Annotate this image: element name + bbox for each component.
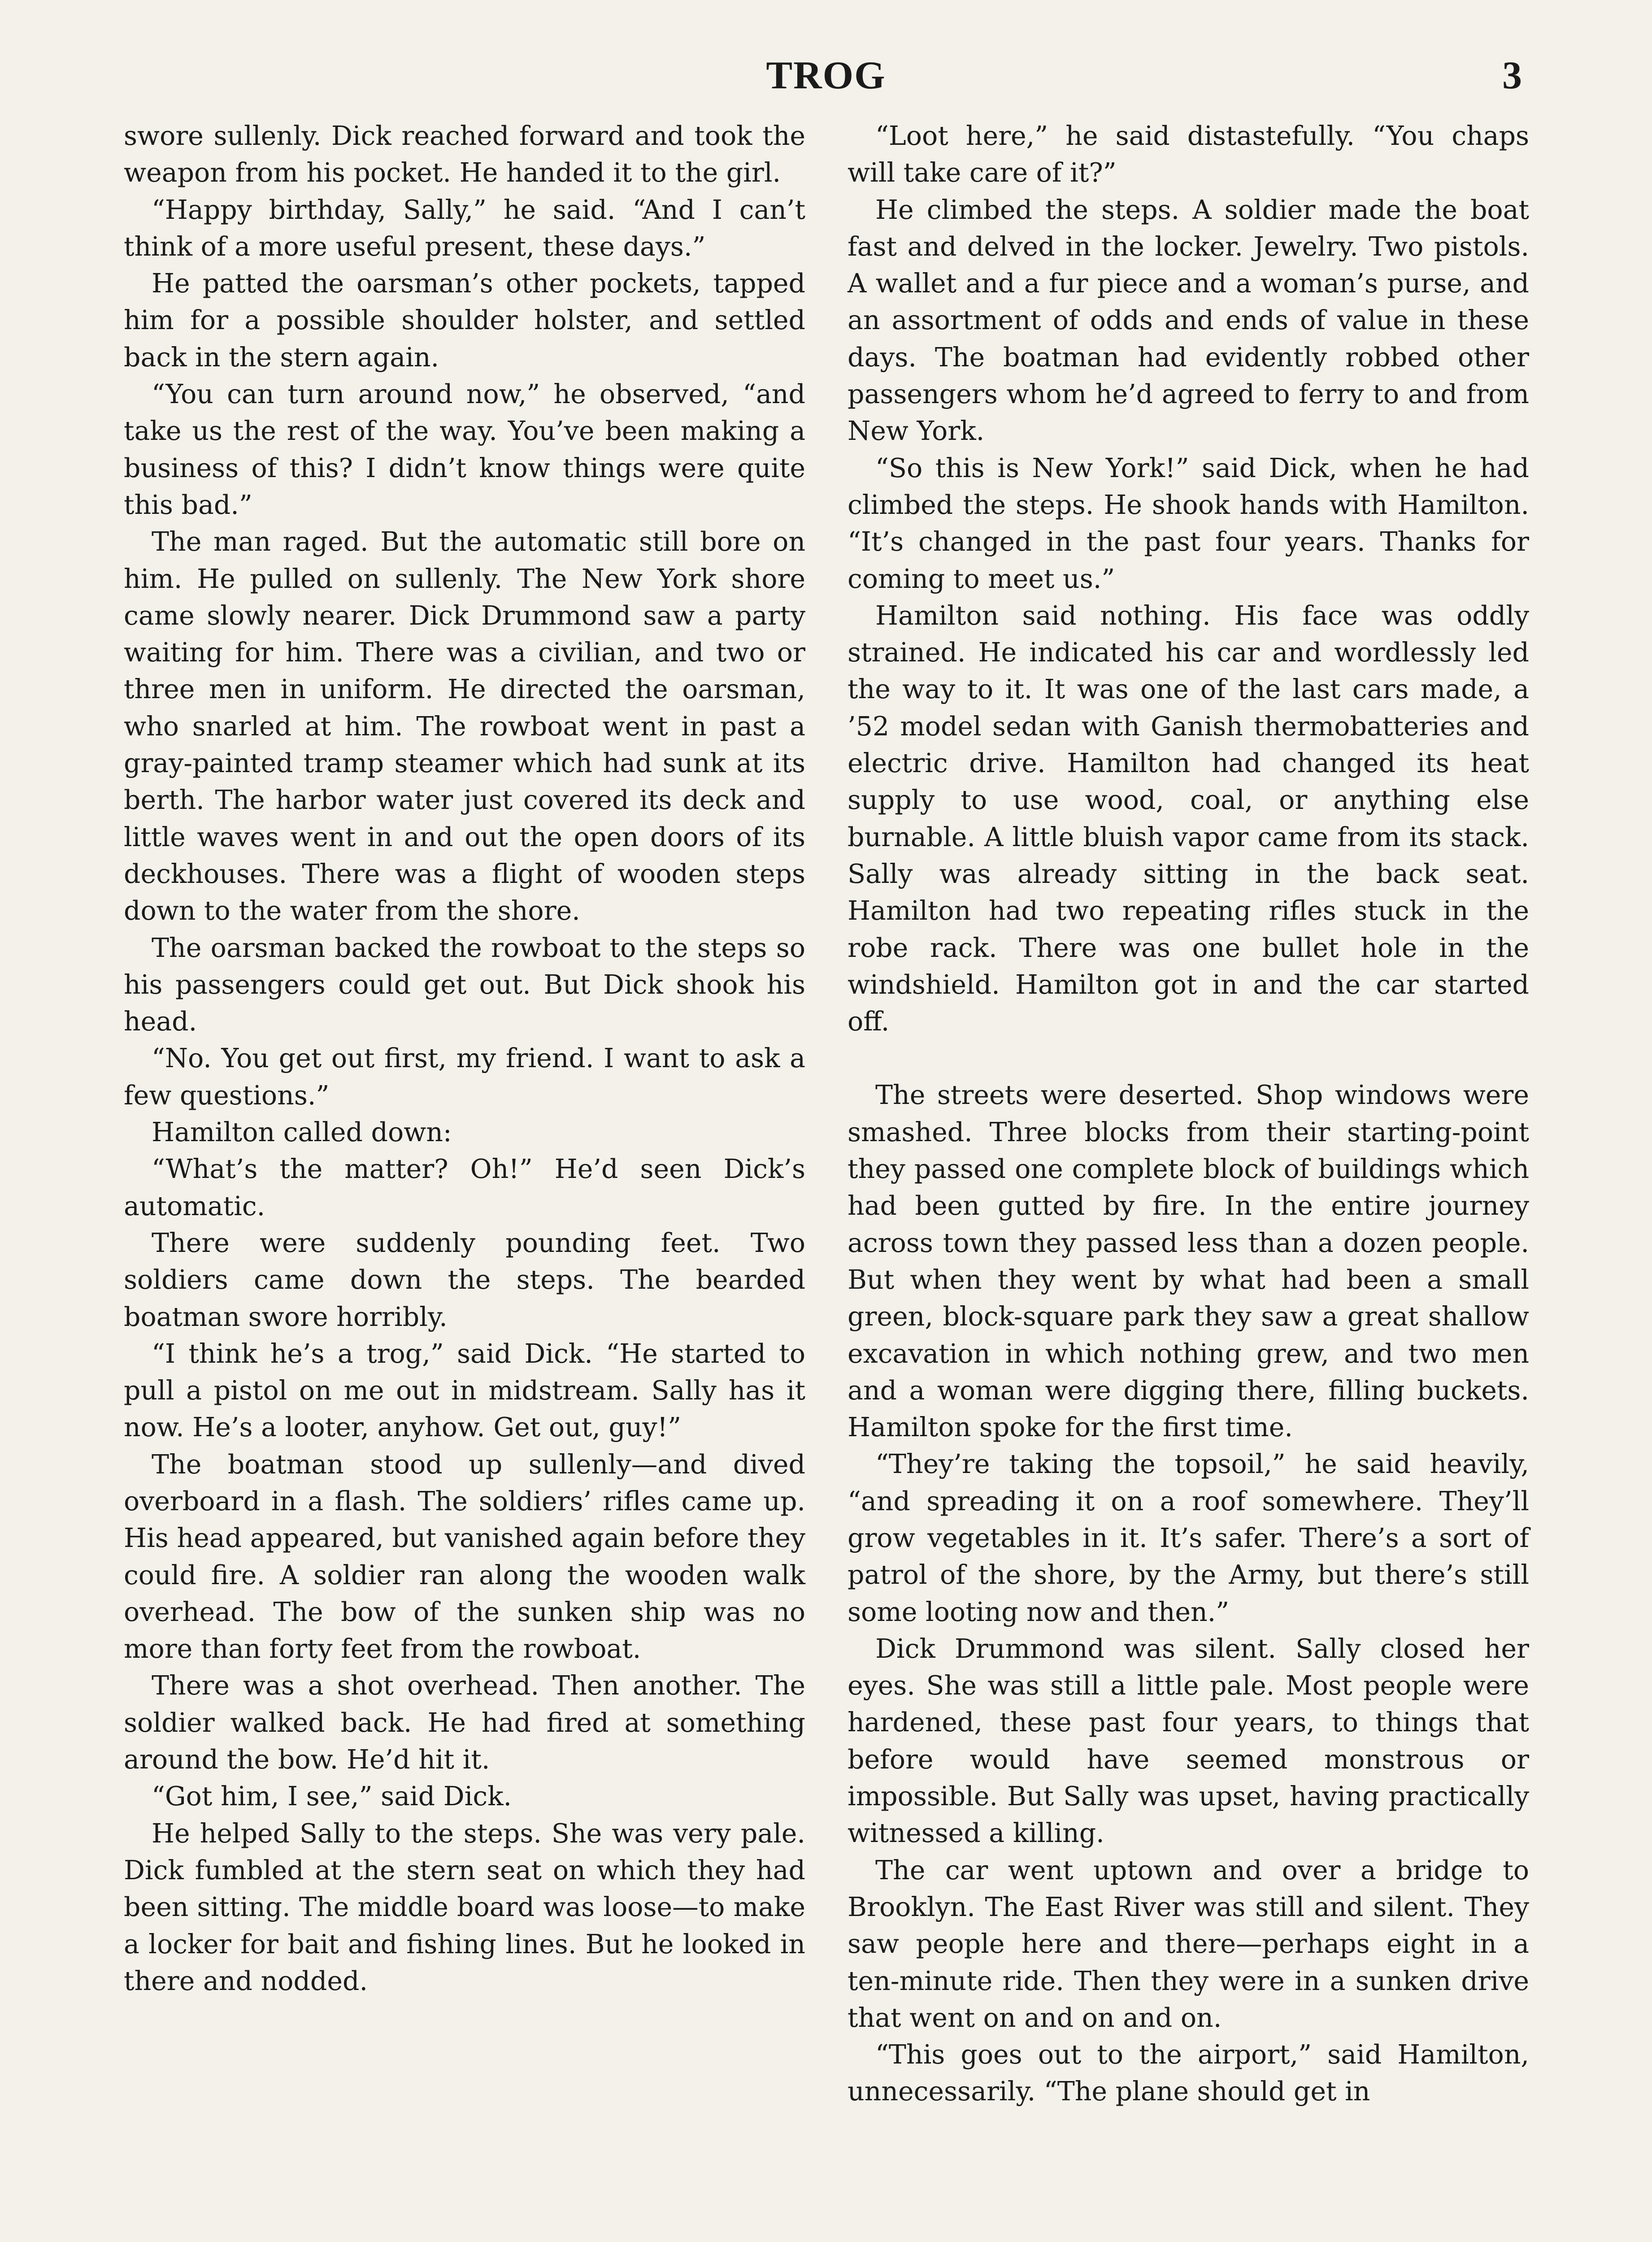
page-title: TROG [766, 54, 886, 97]
paragraph: “What’s the matter? Oh!” He’d seen Dick’s automatic. [124, 1154, 805, 1221]
paragraph: “Got him, I see,” said Dick. [152, 1781, 512, 1812]
left-column [124, 117, 805, 1999]
paragraph: Hamilton said nothing. His face was oddly strained. He indicated his car and wordlessly led the way to it. It was one of the last cars made, a ’52 model sedan with Ganish thermobatteries and electric drive. Hamilton had changed its heat supply to use wood, coal, or anything else burnable. A little bluish vapor came from its stack. Sally was already sitting in the back seat. Hamilton had two repeating rifles stuck in the robe rack. There was one bullet hole in the windshield. Hamilton got in and the car started off. [848, 600, 1529, 1037]
paragraph: He patted the oarsman’s other pockets, tapped him for a possible shoulder holster, and settled back in the stern again. [124, 268, 805, 373]
paragraph: “Loot here,” he said distastefully. “You chaps will take care of it?” [848, 121, 1529, 188]
paragraph: There was a shot overhead. Then another. The soldier walked back. He had fired at something around the bow. He’d hit it. [124, 1670, 805, 1775]
paragraph: swore sullenly. Dick reached forward and took the weapon from his pocket. He handed it to the girl. [124, 121, 805, 188]
paragraph: “You can turn around now,” he observed, “and take us the rest of the way. You’ve been making a business of this? I didn’t know things were quite this bad.” [124, 379, 805, 520]
paragraph: He helped Sally to the steps. She was very pale. Dick fumbled at the stern seat on which they had been sitting. The middle board was loose—to make a locker for bait and fishing lines. But he looked in there and nodded. [124, 1818, 805, 1996]
paragraph: Dick Drummond was silent. Sally closed her eyes. She was still a little pale. Most people were hardened, these past four years, to things that before would have seemed monstrous or impossible. But Sally was upset, having practically witnessed a killing. [848, 1633, 1529, 1849]
paragraph: “I think he’s a trog,” said Dick. “He started to pull a pistol on me out in midstream. Sally has it now. He’s a looter, anyhow. Get out, guy!” [124, 1338, 805, 1443]
section-break [848, 1040, 1529, 1077]
paragraph: “They’re taking the topsoil,” he said heavily, “and spreading it on a roof somewhere. They’ll grow vegetables in it. It’s safer. There’s a sort of patrol of the shore, by the Army, but there’s still some looting now and then.” [848, 1449, 1529, 1627]
paragraph: The boatman stood up sullenly—and dived overboard in a flash. The soldiers’ rifles came up. His head appeared, but vanished again before they could fire. A soldier ran along the wooden walk overhead. The bow of the sunken ship was no more than forty feet from the rowboat. [124, 1449, 805, 1664]
paragraph: Hamilton called down: [152, 1117, 452, 1148]
paragraph: “No. You get out first, my friend. I want to ask a few questions.” [124, 1043, 805, 1111]
paragraph: He climbed the steps. A soldier made the boat fast and delved in the locker. Jewelry. Two pistols. A wallet and a fur piece and a woman’s purse, and an assortment of odds and ends of value in these days. The boatman had evidently robbed other passengers whom he’d agreed to ferry to and from New York. [848, 194, 1529, 447]
paragraph: “This goes out to the airport,” said Hamilton, unnecessarily. “The plane should get in [848, 2039, 1529, 2107]
paragraph: There were suddenly pounding feet. Two soldiers came down the steps. The bearded boatman swore horribly. [124, 1227, 805, 1332]
right-column [848, 117, 1529, 2110]
paragraph: The man raged. But the automatic still bore on him. He pulled on sullenly. The New York shore came slowly nearer. Dick Drummond saw a party waiting for him. There was a civilian, and two or three men in uniform. He directed the oarsman, who snarled at him. The rowboat went in past a gray-painted tramp steamer which had sunk at its berth. The harbor water just covered its deck and little waves went in and out the open doors of its deckhouses. There was a flight of wooden steps down to the water from the shore. [124, 526, 805, 926]
paragraph: The oarsman backed the rowboat to the steps so his passengers could get out. But Dick shook his head. [124, 932, 805, 1037]
paragraph: “So this is New York!” said Dick, when he had climbed the steps. He shook hands with Hamilton. “It’s changed in the past four years. Thanks for coming to meet us.” [848, 452, 1529, 594]
paragraph: The car went uptown and over a bridge to Brooklyn. The East River was still and silent. They saw people here and there—perhaps eight in a ten-minute ride. Then they were in a sunken drive that went on and on and on. [848, 1855, 1529, 2033]
page-number: 3 [1502, 54, 1522, 97]
paragraph: The streets were deserted. Shop windows were smashed. Three blocks from their starting-point they passed one complete block of buildings which had been gutted by fire. In the entire journey across town they passed less than a dozen people. But when they went by what had been a small green, block-square park they saw a great shallow excavation in which nothing grew, and two men and a woman were digging there, filling buckets. Hamilton spoke for the first time. [848, 1080, 1529, 1443]
paragraph: “Happy birthday, Sally,” he said. “And I can’t think of a more useful present, these days.” [124, 194, 805, 262]
